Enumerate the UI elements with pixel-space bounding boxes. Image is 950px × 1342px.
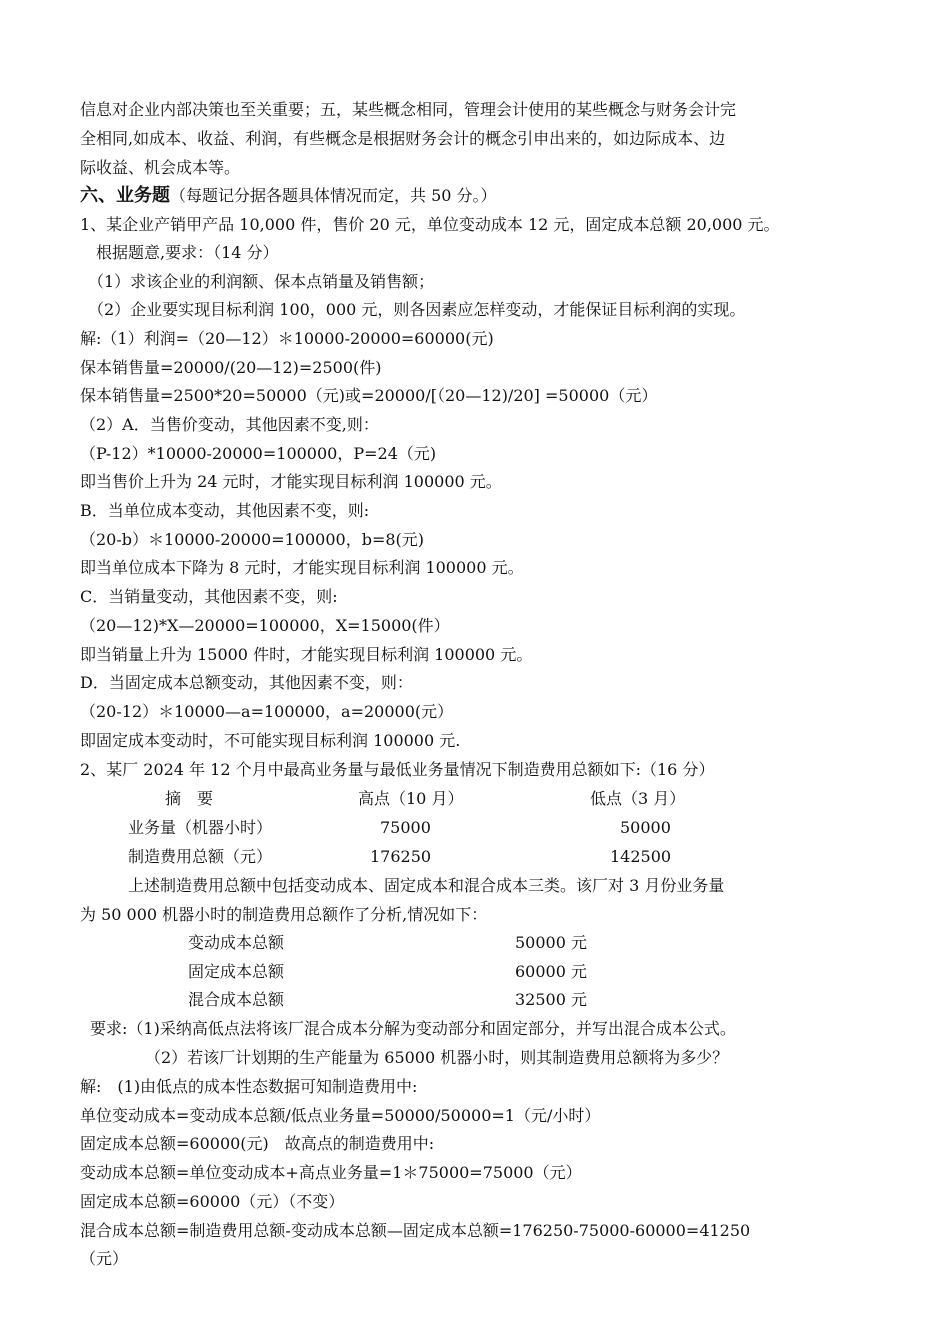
table-cell: 176250 (370, 847, 432, 866)
q2-solution-line: （元） (80, 1249, 129, 1268)
table-cell: 75000 (380, 818, 431, 837)
q1-solution-line: （P-12）*10000-20000=100000，P=24（元) (80, 444, 437, 463)
q2-solution-line: 变动成本总额=单位变动成本+高点业务量=1＊75000=75000（元） (80, 1163, 582, 1182)
table-cell: 固定成本总额 (188, 962, 285, 981)
q1-requirement-1: （1）求该企业的利润额、保本点销量及销售额； (88, 272, 435, 291)
q1-solution-line: C．当销量变动，其他因素不变，则: (80, 587, 338, 606)
q2-solution-line: 固定成本总额=60000(元) 故高点的制造费用中: (80, 1134, 435, 1153)
q1-solution-line: 即当单位成本下降为 8 元时，才能实现目标利润 100000 元。 (80, 558, 524, 577)
q2-solution-line: 单位变动成本=变动成本总额/低点业务量=50000/50000=1（元/小时） (80, 1106, 601, 1125)
table-cell: 制造费用总额（元） (128, 847, 273, 866)
q1-requirement-2: （2）企业要实现目标利润 100，000 元，则各因素应怎样变动，才能保证目标利润的实现。 (88, 300, 746, 319)
table-cell: 变动成本总额 (188, 933, 285, 952)
q1-solution-line: D．当固定成本总额变动，其他因素不变，则： (80, 673, 413, 692)
q2-paragraph: 为 50 000 机器小时的制造费用总额作了分析,情况如下： (80, 905, 488, 924)
q2-requirement-1: 要求:（1)采纳高低点法将该厂混合成本分解为变动部分和固定部分，并写出混合成本公式。 (90, 1019, 736, 1038)
q1-solution-line: （2）A．当售价变动，其他因素不变,则： (80, 415, 379, 434)
section-heading (80, 186, 497, 206)
q1-solution-line: 解:（1）利润=（20—12）＊10000-20000=60000(元) (80, 329, 494, 348)
table-cell: 业务量（机器小时） (128, 818, 273, 837)
q1-solution-line: B．当单位成本变动，其他因素不变，则: (80, 501, 370, 520)
q2-paragraph: 上述制造费用总额中包括变动成本、固定成本和混合成本三类。该厂对 3 月份业务量 (128, 876, 725, 895)
table-cell: 60000 元 (515, 962, 587, 981)
table-cell: 混合成本总额 (188, 990, 285, 1009)
table-cell: 50000 (620, 818, 671, 837)
q2-solution-line: 混合成本总额=制造费用总额-变动成本总额—固定成本总额=176250-75000-60000=41250 (80, 1221, 751, 1240)
q2-requirement-2: （2）若该厂计划期的生产能量为 65000 机器小时，则其制造费用总额将为多少？ (145, 1048, 729, 1067)
q1-solution-line: （20-b）＊10000-20000=100000，b=8(元) (80, 530, 425, 549)
intro-line: 信息对企业内部决策也至关重要；五，某些概念相同，管理会计使用的某些概念与财务会计完 (80, 100, 737, 119)
q1-statement: 1、某企业产销甲产品 10,000 件，售价 20 元，单位变动成本 12 元，固定成本总额 20,000 元。 (80, 215, 780, 234)
table-header: 摘 要 (165, 789, 214, 808)
q1-solution-line: （20—12)*X—20000=100000，X=15000(件） (80, 616, 450, 635)
table-cell: 32500 元 (515, 990, 587, 1009)
q1-solution-line: 保本销售量=20000/(20—12)=2500(件) (80, 358, 382, 377)
table-header: 低点（3 月） (590, 789, 686, 808)
table-cell: 142500 (610, 847, 672, 866)
table-cell: 50000 元 (515, 933, 587, 952)
q1-solution-line: 即当售价上升为 24 元时，才能实现目标利润 100000 元。 (80, 472, 502, 491)
q2-solution-line: 解: (1)由低点的成本性态数据可知制造费用中: (80, 1077, 418, 1096)
section-note: （每题记分据各题具体情况而定，共 50 分。） (170, 186, 497, 205)
q1-solution-line: 保本销售量=2500*20=50000（元)或=20000/[（20—12)/20] =50000（元） (80, 386, 658, 405)
intro-line: 际收益、机会成本等。 (80, 158, 241, 177)
table-header: 高点（10 月） (358, 789, 464, 808)
q1-solution-line: （20-12）＊10000—a=100000，a=20000(元） (80, 702, 454, 721)
section-title: 六、业务题 (80, 185, 170, 206)
q1-requirement: 根据题意,要求：（14 分） (96, 243, 279, 262)
q2-statement: 2、某厂 2024 年 12 个月中最高业务量与最低业务量情况下制造费用总额如下:（16 分） (80, 760, 715, 779)
q1-solution-line: 即固定成本变动时，不可能实现目标利润 100000 元. (80, 731, 461, 750)
q1-solution-line: 即当销量上升为 15000 件时，才能实现目标利润 100000 元。 (80, 645, 533, 664)
intro-line: 全相同,如成本、收益、利润，有些概念是根据财务会计的概念引申出来的，如边际成本、边 (80, 129, 726, 148)
q2-solution-line: 固定成本总额=60000（元）（不变） (80, 1192, 345, 1211)
